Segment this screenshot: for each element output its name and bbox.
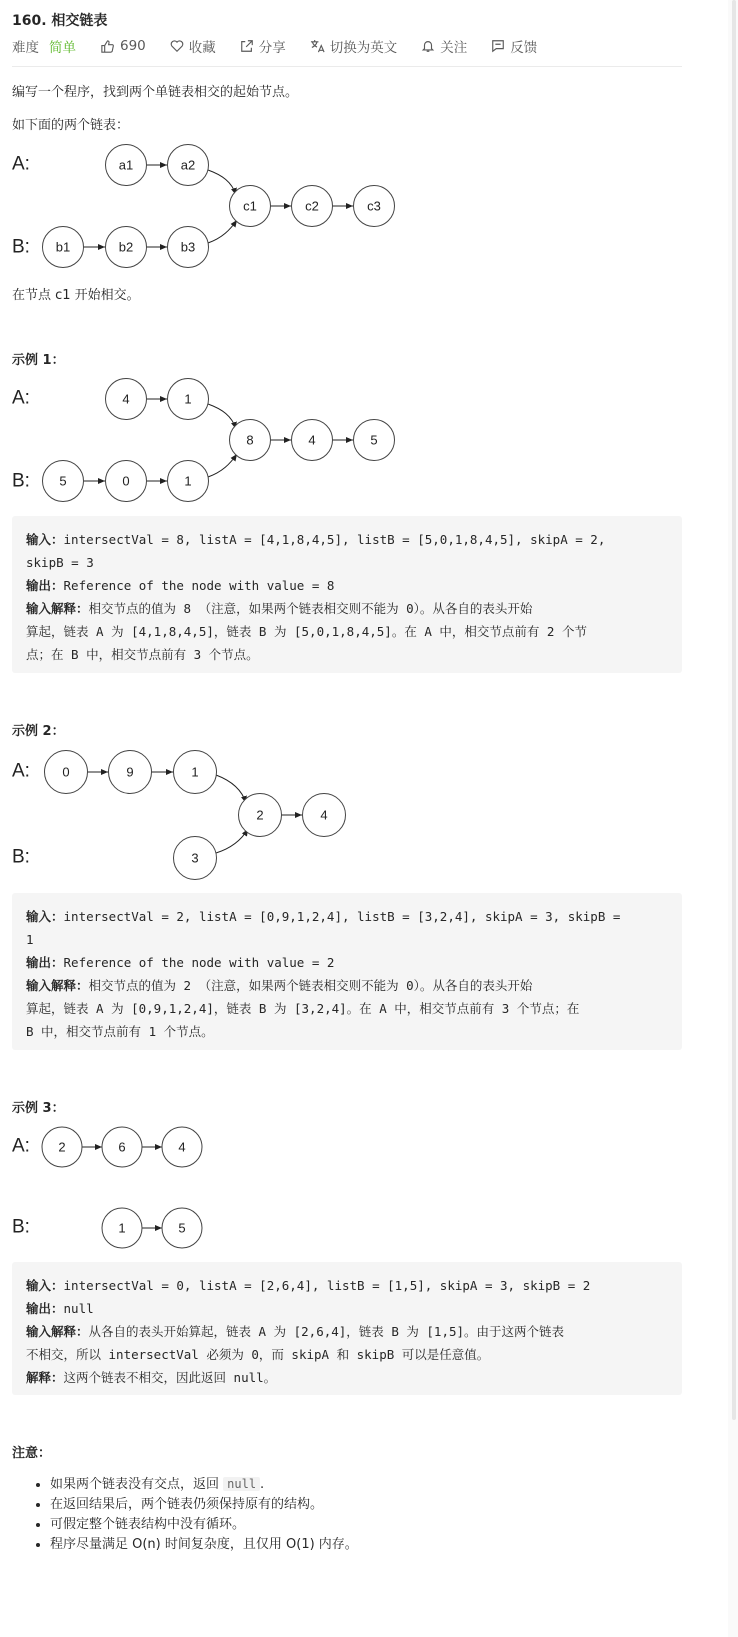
ex1-input-1: intersectVal = 8, listA = [4,1,8,4,5], listB = [5,0,1,8,4,5], skipA = 2, xyxy=(63,532,606,547)
like-button[interactable] xyxy=(100,38,146,54)
ex2-input-2: 1 xyxy=(26,932,34,947)
list-a-label: A: xyxy=(12,153,30,175)
like-count: 690 xyxy=(120,38,146,54)
ex3-explain-2: 不相交，所以 intersectVal 必须为 0，而 skipA 和 skipB 可以是任意值。 xyxy=(26,1347,490,1362)
follow-label: 关注 xyxy=(440,40,468,56)
ex2-explain-1: 相交节点的值为 2 （注意，如果两个链表相交则不能为 0）。从各自的表头开始 xyxy=(88,978,533,993)
example-3-io-block xyxy=(12,1262,682,1395)
problem-meta-bar xyxy=(12,36,561,56)
thumbs-up-icon xyxy=(100,39,115,54)
example-2-heading: 示例 2： xyxy=(12,724,65,739)
note-item-4: • 程序尽量满足 O(n) 时间复杂度，且仅用 O(1) 内存。 xyxy=(50,1535,358,1555)
ex3-list-b-label: B: xyxy=(12,1216,30,1238)
ex3-output: null xyxy=(63,1301,94,1316)
translate-icon xyxy=(310,39,325,54)
note-1-text: 如果两个链表没有交点，返回 xyxy=(50,1477,224,1492)
ex2-input-key: 输入： xyxy=(26,909,64,924)
node-a2-label: a2 xyxy=(180,157,196,173)
ex3-output-key: 输出： xyxy=(26,1301,64,1316)
ex1-output: Reference of the node with value = 8 xyxy=(63,578,335,593)
switch-language-button[interactable] xyxy=(310,36,398,56)
node-b1-label: b1 xyxy=(55,239,71,255)
example-2-diagram xyxy=(12,745,412,885)
ex3-node-b1-label: 1 xyxy=(118,1220,126,1236)
example-3-heading: 示例 3： xyxy=(12,1101,65,1116)
follow-button[interactable] xyxy=(421,36,467,56)
example-1-io-block xyxy=(12,516,682,673)
ex3-list-a-label: A: xyxy=(12,1135,30,1157)
ex2-node-a2-label: 9 xyxy=(126,764,134,780)
ex1-node-b3-label: 1 xyxy=(184,473,192,489)
ex1-node-a1-label: 4 xyxy=(122,391,130,407)
ex1-node-b1-label: 5 xyxy=(59,473,67,489)
feedback-button[interactable] xyxy=(491,36,537,56)
ex2-list-b-label: B: xyxy=(12,846,30,868)
share-label: 分享 xyxy=(258,40,286,56)
note-item-2: • 在返回结果后，两个链表仍须保持原有的结构。 xyxy=(50,1495,358,1515)
notes-heading: 注意： xyxy=(12,1446,52,1461)
ex1-output-key: 输出： xyxy=(26,578,64,593)
favorite-label: 收藏 xyxy=(188,40,216,56)
feedback-label: 反馈 xyxy=(510,40,538,56)
example-2-io-block xyxy=(12,893,682,1050)
ex1-node-c3-label: 5 xyxy=(370,432,378,448)
ex3-node-b2-label: 5 xyxy=(178,1220,186,1236)
note-item-3: • 可假定整个链表结构中没有循环。 xyxy=(50,1515,358,1535)
ex3-explain2: 这两个链表不相交，因此返回 null。 xyxy=(63,1370,277,1385)
ex2-list-a-label: A: xyxy=(12,760,30,782)
ex1-node-a2-label: 1 xyxy=(184,391,192,407)
problem-description xyxy=(12,0,712,1637)
bell-icon xyxy=(421,39,435,53)
ex1-node-c1-label: 8 xyxy=(246,432,254,448)
node-c3-label: c3 xyxy=(367,198,381,214)
note-1-end: . xyxy=(260,1477,265,1492)
ex2-explain-key: 输入解释： xyxy=(26,978,89,993)
ex2-explain-2: 算起，链表 A 为 [0,9,1,2,4]，链表 B 为 [3,2,4]。在 A 中，相交节点前有 3 个节点；在 xyxy=(26,1001,580,1016)
ex2-explain-3: B 中，相交节点前有 1 个节点。 xyxy=(26,1024,214,1039)
ex2-node-a3-label: 1 xyxy=(191,764,199,780)
ex2-node-a1-label: 0 xyxy=(62,764,70,780)
difficulty-badge: 简单 xyxy=(49,40,76,56)
note-item-1 xyxy=(50,1474,358,1495)
ex1-explain-2: 算起，链表 A 为 [4,1,8,4,5]，链表 B 为 [5,0,1,8,4,5]。在 A 中，相交节点前有 2 个节 xyxy=(26,624,587,639)
ex1-input-2: skipB = 3 xyxy=(26,555,94,570)
ex2-output-key: 输出： xyxy=(26,955,64,970)
ex3-node-a1-label: 2 xyxy=(58,1139,66,1155)
ex2-input-1: intersectVal = 2, listA = [0,9,1,2,4], listB = [3,2,4], skipA = 3, skipB = xyxy=(63,909,621,924)
ex2-node-c1-label: 2 xyxy=(256,807,264,823)
intro-text-2: 如下面的两个链表： xyxy=(12,118,130,133)
switch-language-label: 切换为英文 xyxy=(329,40,398,56)
share-icon xyxy=(240,39,254,53)
linked-list-diagram-main xyxy=(12,140,412,275)
ex3-node-a2-label: 6 xyxy=(118,1139,126,1155)
ex3-explain-1: 从各自的表头开始算起，链表 A 为 [2,6,4]，链表 B 为 [1,5]。由于这两个链表 xyxy=(88,1324,565,1339)
header-divider xyxy=(12,66,682,67)
ex2-output: Reference of the node with value = 2 xyxy=(63,955,335,970)
ex1-list-b-label: B: xyxy=(12,470,30,492)
example-3-diagram xyxy=(12,1122,412,1254)
ex3-input-key: 输入： xyxy=(26,1278,64,1293)
ex1-explain-1: 相交节点的值为 8 （注意，如果两个链表相交则不能为 0）。从各自的表头开始 xyxy=(88,601,533,616)
intersect-note: 在节点 c1 开始相交。 xyxy=(12,288,140,303)
ex1-explain-key: 输入解释： xyxy=(26,601,89,616)
share-button[interactable] xyxy=(240,36,286,56)
ex2-node-b1-label: 3 xyxy=(191,850,199,866)
favorite-button[interactable] xyxy=(170,36,216,56)
node-a1-label: a1 xyxy=(118,157,134,173)
notes-list xyxy=(12,1474,358,1555)
ex1-node-b2-label: 0 xyxy=(122,473,130,489)
feedback-icon xyxy=(491,39,505,53)
ex3-input-1: intersectVal = 0, listA = [2,6,4], listB = [1,5], skipA = 3, skipB = 2 xyxy=(63,1278,591,1293)
ex1-node-c2-label: 4 xyxy=(308,432,316,448)
ex3-node-a3-label: 4 xyxy=(178,1139,186,1155)
difficulty-label: 难度 xyxy=(12,40,39,56)
node-c2-label: c2 xyxy=(305,198,319,214)
intro-text: 编写一个程序，找到两个单链表相交的起始节点。 xyxy=(12,85,299,100)
scrollbar[interactable] xyxy=(728,0,738,1637)
example-1-heading: 示例 1： xyxy=(12,353,65,368)
null-code: null xyxy=(223,1477,260,1491)
ex1-explain-3: 点；在 B 中，相交节点前有 3 个节点。 xyxy=(26,647,259,662)
list-b-label: B: xyxy=(12,236,30,258)
ex3-explain2-key: 解释： xyxy=(26,1370,64,1385)
heart-icon xyxy=(170,39,184,53)
ex1-list-a-label: A: xyxy=(12,387,30,409)
example-1-diagram xyxy=(12,374,412,509)
node-b3-label: b3 xyxy=(180,239,196,255)
ex2-node-c2-label: 4 xyxy=(320,807,328,823)
problem-title: 160. 相交链表 xyxy=(12,13,108,29)
node-c1-label: c1 xyxy=(243,198,257,214)
ex1-input-key: 输入： xyxy=(26,532,64,547)
scrollbar-thumb[interactable] xyxy=(732,0,736,1420)
ex3-explain-key: 输入解释： xyxy=(26,1324,89,1339)
node-b2-label: b2 xyxy=(118,239,134,255)
